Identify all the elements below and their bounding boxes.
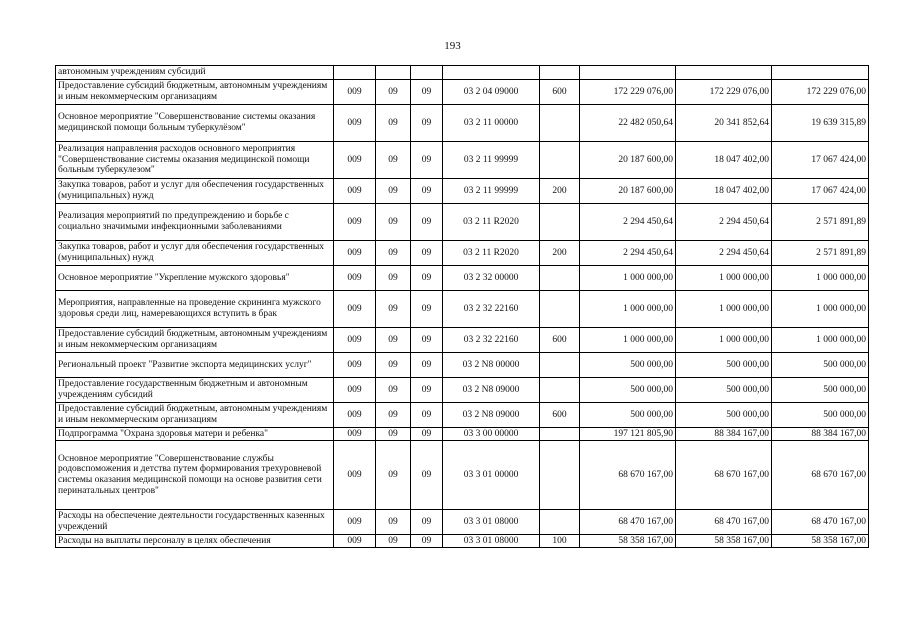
page-number: 193 xyxy=(444,40,461,52)
row-name: Предоставление государственным бюджетным и автономным учреждениям субсидий xyxy=(56,378,334,403)
row-name: Основное мероприятие "Совершенствование службы родовспоможения и детства путем формирования трехуровневой системы оказания медицинской помощи на основе развития сети перинатальных центров" xyxy=(56,441,334,510)
row-ministry-code: 009 xyxy=(334,441,376,510)
row-amount-year-2: 500 000,00 xyxy=(676,378,772,403)
row-ministry-code: 009 xyxy=(334,328,376,353)
table-row xyxy=(56,353,869,378)
row-amount-year-1 xyxy=(580,66,676,80)
row-subsection-code: 09 xyxy=(411,179,443,204)
row-name: Расходы на обеспечение деятельности государственных казенных учреждений xyxy=(56,510,334,535)
row-section-code: 09 xyxy=(376,378,411,403)
row-amount-year-2: 1 000 000,00 xyxy=(676,328,772,353)
row-name: Предоставление субсидий бюджетным, автономным учреждениям и иным некоммерческим организациям xyxy=(56,328,334,353)
row-amount-year-2: 58 358 167,00 xyxy=(676,535,772,548)
row-ministry-code: 009 xyxy=(334,428,376,441)
row-expense-type-code: 600 xyxy=(540,80,580,105)
table-row xyxy=(56,66,869,80)
row-amount-year-1: 20 187 600,00 xyxy=(580,179,676,204)
row-amount-year-2: 500 000,00 xyxy=(676,353,772,378)
row-name: Реализация мероприятий по предупреждению и борьбе с социально значимыми инфекционными заболеваниями xyxy=(56,204,334,241)
row-amount-year-1: 500 000,00 xyxy=(580,403,676,428)
row-subsection-code xyxy=(411,66,443,80)
row-amount-year-3: 1 000 000,00 xyxy=(772,266,869,291)
budget-table xyxy=(55,65,869,548)
row-target-code: 03 2 32 00000 xyxy=(443,266,540,291)
row-target-code: 03 2 N8 09000 xyxy=(443,403,540,428)
row-section-code: 09 xyxy=(376,428,411,441)
row-target-code: 03 2 11 00000 xyxy=(443,105,540,142)
row-amount-year-1: 172 229 076,00 xyxy=(580,80,676,105)
table-row xyxy=(56,403,869,428)
row-section-code xyxy=(376,66,411,80)
table-row xyxy=(56,179,869,204)
row-target-code: 03 2 04 09000 xyxy=(443,80,540,105)
row-amount-year-3: 500 000,00 xyxy=(772,378,869,403)
row-amount-year-3: 500 000,00 xyxy=(772,353,869,378)
row-amount-year-3: 17 067 424,00 xyxy=(772,179,869,204)
row-name: Предоставление субсидий бюджетным, автономным учреждениям и иным некоммерческим организациям xyxy=(56,80,334,105)
row-amount-year-2: 1 000 000,00 xyxy=(676,291,772,328)
row-target-code xyxy=(443,66,540,80)
row-section-code: 09 xyxy=(376,328,411,353)
row-amount-year-1: 68 470 167,00 xyxy=(580,510,676,535)
row-name: Предоставление субсидий бюджетным, автономным учреждениям и иным некоммерческим организациям xyxy=(56,403,334,428)
row-section-code: 09 xyxy=(376,266,411,291)
row-target-code: 03 2 32 22160 xyxy=(443,328,540,353)
row-amount-year-1: 68 670 167,00 xyxy=(580,441,676,510)
row-ministry-code: 009 xyxy=(334,80,376,105)
row-ministry-code: 009 xyxy=(334,535,376,548)
row-ministry-code: 009 xyxy=(334,142,376,179)
row-ministry-code: 009 xyxy=(334,241,376,266)
row-subsection-code: 09 xyxy=(411,142,443,179)
row-expense-type-code xyxy=(540,204,580,241)
row-ministry-code: 009 xyxy=(334,179,376,204)
row-target-code: 03 2 11 99999 xyxy=(443,142,540,179)
row-section-code: 09 xyxy=(376,291,411,328)
table-row xyxy=(56,204,869,241)
row-name: Расходы на выплаты персоналу в целях обеспечения xyxy=(56,535,334,548)
row-subsection-code: 09 xyxy=(411,80,443,105)
row-expense-type-code: 100 xyxy=(540,535,580,548)
row-ministry-code: 009 xyxy=(334,378,376,403)
row-subsection-code: 09 xyxy=(411,241,443,266)
row-expense-type-code xyxy=(540,105,580,142)
row-section-code: 09 xyxy=(376,241,411,266)
row-subsection-code: 09 xyxy=(411,441,443,510)
row-amount-year-2: 88 384 167,00 xyxy=(676,428,772,441)
row-amount-year-3: 2 571 891,89 xyxy=(772,241,869,266)
row-expense-type-code xyxy=(540,378,580,403)
row-amount-year-1: 1 000 000,00 xyxy=(580,266,676,291)
table-row xyxy=(56,266,869,291)
row-section-code: 09 xyxy=(376,353,411,378)
row-amount-year-3: 68 470 167,00 xyxy=(772,510,869,535)
row-ministry-code: 009 xyxy=(334,266,376,291)
row-ministry-code: 009 xyxy=(334,105,376,142)
row-amount-year-1: 22 482 050,64 xyxy=(580,105,676,142)
row-amount-year-3: 19 639 315,89 xyxy=(772,105,869,142)
row-ministry-code: 009 xyxy=(334,510,376,535)
row-name: Закупка товаров, работ и услуг для обеспечения государственных (муниципальных) нужд xyxy=(56,179,334,204)
row-subsection-code: 09 xyxy=(411,403,443,428)
row-expense-type-code xyxy=(540,142,580,179)
row-name: автономным учреждениям субсидий xyxy=(56,66,334,80)
row-section-code: 09 xyxy=(376,403,411,428)
row-amount-year-1: 197 121 805,90 xyxy=(580,428,676,441)
row-amount-year-2: 68 470 167,00 xyxy=(676,510,772,535)
row-target-code: 03 3 01 08000 xyxy=(443,535,540,548)
row-amount-year-3: 1 000 000,00 xyxy=(772,291,869,328)
row-expense-type-code xyxy=(540,441,580,510)
row-amount-year-2: 172 229 076,00 xyxy=(676,80,772,105)
row-name: Основное мероприятие "Укрепление мужского здоровья" xyxy=(56,266,334,291)
row-amount-year-3: 17 067 424,00 xyxy=(772,142,869,179)
row-section-code: 09 xyxy=(376,535,411,548)
row-expense-type-code: 600 xyxy=(540,328,580,353)
row-target-code: 03 2 N8 09000 xyxy=(443,378,540,403)
row-expense-type-code: 200 xyxy=(540,241,580,266)
row-name: Основное мероприятие "Совершенствование системы оказания медицинской помощи больным туберкулёзом" xyxy=(56,105,334,142)
row-subsection-code: 09 xyxy=(411,291,443,328)
row-section-code: 09 xyxy=(376,510,411,535)
row-target-code: 03 2 32 22160 xyxy=(443,291,540,328)
row-section-code: 09 xyxy=(376,105,411,142)
row-subsection-code: 09 xyxy=(411,105,443,142)
row-subsection-code: 09 xyxy=(411,266,443,291)
row-expense-type-code xyxy=(540,266,580,291)
row-subsection-code: 09 xyxy=(411,428,443,441)
row-amount-year-3 xyxy=(772,66,869,80)
row-amount-year-2 xyxy=(676,66,772,80)
row-amount-year-3: 172 229 076,00 xyxy=(772,80,869,105)
row-ministry-code xyxy=(334,66,376,80)
row-ministry-code: 009 xyxy=(334,204,376,241)
row-subsection-code: 09 xyxy=(411,328,443,353)
row-expense-type-code xyxy=(540,353,580,378)
table-row xyxy=(56,535,869,548)
row-amount-year-1: 1 000 000,00 xyxy=(580,328,676,353)
row-amount-year-1: 500 000,00 xyxy=(580,353,676,378)
row-ministry-code: 009 xyxy=(334,291,376,328)
row-name: Подпрограмма "Охрана здоровья матери и ребенка" xyxy=(56,428,334,441)
row-amount-year-2: 500 000,00 xyxy=(676,403,772,428)
table-row xyxy=(56,80,869,105)
table-row xyxy=(56,142,869,179)
table-row xyxy=(56,328,869,353)
table-row xyxy=(56,441,869,510)
row-amount-year-2: 68 670 167,00 xyxy=(676,441,772,510)
row-expense-type-code xyxy=(540,510,580,535)
row-subsection-code: 09 xyxy=(411,204,443,241)
row-amount-year-2: 18 047 402,00 xyxy=(676,142,772,179)
row-ministry-code: 009 xyxy=(334,403,376,428)
row-section-code: 09 xyxy=(376,204,411,241)
row-amount-year-2: 20 341 852,64 xyxy=(676,105,772,142)
row-target-code: 03 3 01 00000 xyxy=(443,441,540,510)
row-section-code: 09 xyxy=(376,142,411,179)
row-subsection-code: 09 xyxy=(411,510,443,535)
row-amount-year-3: 1 000 000,00 xyxy=(772,328,869,353)
row-ministry-code: 009 xyxy=(334,353,376,378)
row-amount-year-3: 88 384 167,00 xyxy=(772,428,869,441)
row-amount-year-1: 500 000,00 xyxy=(580,378,676,403)
row-amount-year-1: 2 294 450,64 xyxy=(580,241,676,266)
row-expense-type-code xyxy=(540,291,580,328)
row-subsection-code: 09 xyxy=(411,378,443,403)
row-expense-type-code xyxy=(540,428,580,441)
row-target-code: 03 3 01 08000 xyxy=(443,510,540,535)
row-target-code: 03 2 11 R2020 xyxy=(443,204,540,241)
row-amount-year-1: 20 187 600,00 xyxy=(580,142,676,179)
row-section-code: 09 xyxy=(376,179,411,204)
row-section-code: 09 xyxy=(376,441,411,510)
row-subsection-code: 09 xyxy=(411,353,443,378)
row-target-code: 03 2 N8 00000 xyxy=(443,353,540,378)
row-amount-year-2: 2 294 450,64 xyxy=(676,241,772,266)
row-name: Региональный проект "Развитие экспорта медицинских услуг" xyxy=(56,353,334,378)
table-row xyxy=(56,510,869,535)
row-target-code: 03 2 11 R2020 xyxy=(443,241,540,266)
row-name: Закупка товаров, работ и услуг для обеспечения государственных (муниципальных) нужд xyxy=(56,241,334,266)
row-amount-year-1: 2 294 450,64 xyxy=(580,204,676,241)
row-amount-year-1: 1 000 000,00 xyxy=(580,291,676,328)
table-row xyxy=(56,291,869,328)
row-amount-year-2: 18 047 402,00 xyxy=(676,179,772,204)
row-expense-type-code: 200 xyxy=(540,179,580,204)
row-target-code: 03 3 00 00000 xyxy=(443,428,540,441)
row-name: Реализация направления расходов основного мероприятия "Совершенствование системы оказания медицинской помощи больным туберкулезом" xyxy=(56,142,334,179)
row-expense-type-code: 600 xyxy=(540,403,580,428)
row-subsection-code: 09 xyxy=(411,535,443,548)
table-row xyxy=(56,378,869,403)
table-row xyxy=(56,105,869,142)
row-amount-year-3: 68 670 167,00 xyxy=(772,441,869,510)
row-amount-year-2: 2 294 450,64 xyxy=(676,204,772,241)
row-amount-year-3: 58 358 167,00 xyxy=(772,535,869,548)
table-row xyxy=(56,428,869,441)
row-expense-type-code xyxy=(540,66,580,80)
row-name: Мероприятия, направленные на проведение скрининга мужского здоровья среди лиц, намеревающихся вступить в брак xyxy=(56,291,334,328)
row-amount-year-2: 1 000 000,00 xyxy=(676,266,772,291)
row-amount-year-3: 2 571 891,89 xyxy=(772,204,869,241)
table-row xyxy=(56,241,869,266)
row-section-code: 09 xyxy=(376,80,411,105)
row-target-code: 03 2 11 99999 xyxy=(443,179,540,204)
row-amount-year-1: 58 358 167,00 xyxy=(580,535,676,548)
row-amount-year-3: 500 000,00 xyxy=(772,403,869,428)
